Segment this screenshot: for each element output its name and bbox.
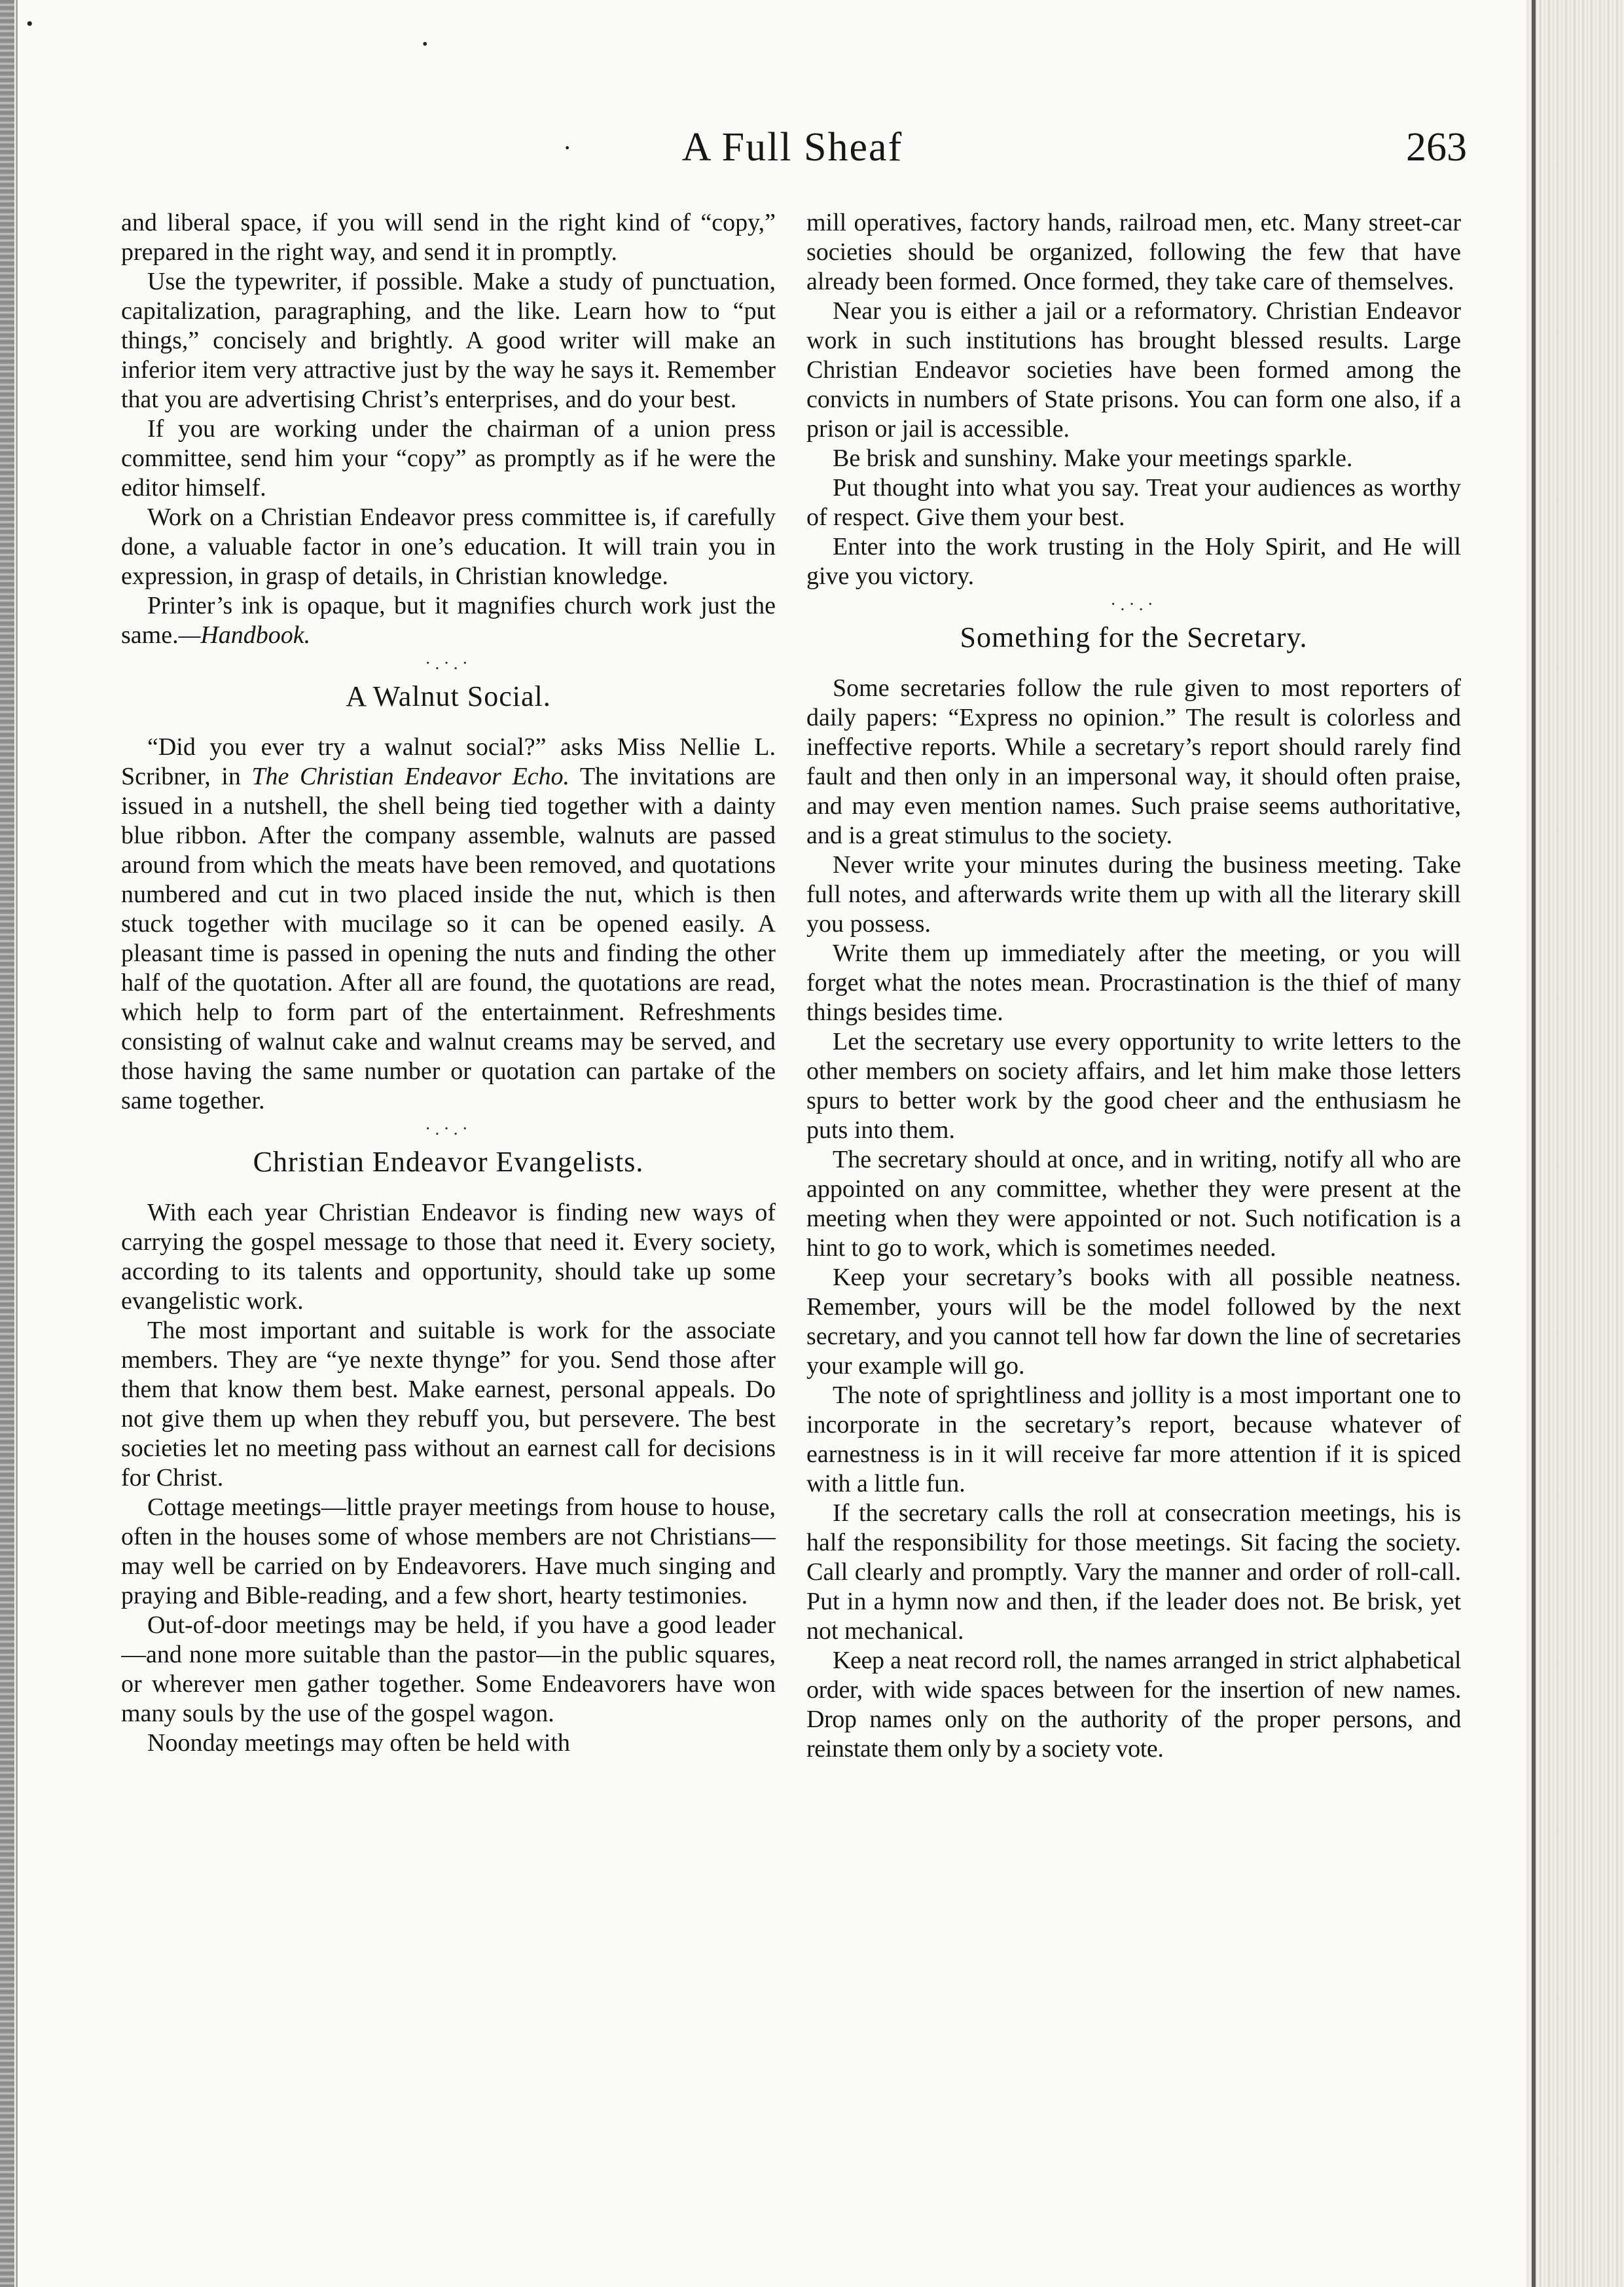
paragraph: Out-of-door meetings may be held, if you have a good leader—and none more suitable than the pastor—in the public squares, or wherever men gather together. Some Endeavorers have won many souls by the use of the gospel wagon. bbox=[121, 1611, 776, 1727]
paragraph-text: The invitations are issued in a nutshell, the shell being tied together with a dainty blue ribbon. After the company assemble, walnuts are passed around from which the meats have been removed, and quotations numbered and cut in two placed inside the nut, which is then stuck together with mucilage so it can be opened easily. A pleasant time is passed in opening the nuts and finding the other half of the quotation. After all are found, the quotations are read, which help to form part of the entertainment. Refreshments consisting of walnut cake and walnut creams may be served, and those having the same number or quotation can partake of the same together. bbox=[121, 763, 776, 1114]
paragraph: Use the typewriter, if possible. Make a study of punctuation, capitalization, paragraphing, and the like. Learn how to “put things,” concisely and brightly. A good writer will make an inferior item very attractive just by the way he says it. Remember that you are advertising Christ’s enterprises, and do your best. bbox=[121, 268, 776, 413]
page-number: 263 bbox=[1406, 125, 1467, 170]
right-column bbox=[806, 208, 1461, 2238]
paragraph: Work on a Christian Endeavor press committee is, if carefully done, a valuable factor in one’s education. It will train you in expression, in grasp of details, in Christian knowledge. bbox=[121, 503, 776, 590]
section-ornament: ·.·.· bbox=[425, 653, 472, 674]
paragraph: The secretary should at once, and in writing, notify all who are appointed on any committee, whether they were present at the meeting when they were appointed or not. Such notification is a hint to go to work, which is sometimes needed. bbox=[806, 1146, 1461, 1262]
ink-speck: • bbox=[26, 13, 33, 35]
paragraph: Keep a neat record roll, the names arranged in strict alphabetical order, with wide spaces between for the insertion of new names. Drop names only on the authority of the proper persons, and reinstate them only by a society vote. bbox=[806, 1647, 1461, 1763]
paragraph: and liberal space, if you will send in the right kind of “copy,” prepared in the right way, and send it in promptly. bbox=[121, 209, 776, 266]
section-heading-evangelists: Christian Endeavor Evangelists. bbox=[253, 1146, 644, 1178]
paragraph: Write them up immediately after the meeting, or you will forget what the notes mean. Procrastination is the thief of many things besides time. bbox=[806, 940, 1461, 1026]
section-heading-walnut-social: A Walnut Social. bbox=[346, 680, 551, 712]
publication-title: The Christian Endeavor Echo. bbox=[251, 763, 570, 790]
scan-right-border bbox=[1532, 0, 1536, 2287]
ink-speck: • bbox=[422, 36, 428, 53]
paragraph: With each year Christian Endeavor is finding new ways of carrying the gospel message to those that need it. Every society, according to its talents and opportunity, should take up some evangelistic work. bbox=[121, 1199, 776, 1315]
paragraph: The note of sprightliness and jollity is a most important one to incorporate in the secretary’s report, because whatever of earnestness is in it will receive far more attention if it is spiced with a little fun. bbox=[806, 1381, 1461, 1497]
paragraph-text: Printer’s ink is opaque, but it magnifies church work just the same. bbox=[121, 592, 776, 649]
page-header bbox=[118, 124, 1467, 190]
paragraph: Keep your secretary’s books with all possible neatness. Remember, yours will be the model followed by the next secretary, and you cannot tell how far down the line of secretaries your example will go. bbox=[806, 1264, 1461, 1380]
header-dot: · bbox=[563, 133, 572, 162]
paragraph: Let the secretary use every opportunity to write letters to the other members on society affairs, and let him make those letters spurs to better work by the good cheer and the enthusiasm he puts into them. bbox=[806, 1028, 1461, 1144]
paragraph: Near you is either a jail or a reformatory. Christian Endeavor work in such institutions has brought blessed results. Large Christian Endeavor societies have been formed among the convicts in numbers of State prisons. You can form one also, if a prison or jail is accessible. bbox=[806, 297, 1461, 443]
paragraph: Some secretaries follow the rule given to most reporters of daily papers: “Express no opinion.” The result is colorless and ineffective reports. While a secretary’s report should rarely find fault and then only in an impersonal way, it should often praise, and may even mention names. Such praise seems authoritative, and is a great stimulus to the society. bbox=[806, 674, 1461, 849]
scan-left-border bbox=[16, 0, 18, 2287]
paragraph: mill operatives, factory hands, railroad men, etc. Many street-car societies should be organized, following the few that have already been formed. Once formed, they take care of themselves. bbox=[806, 209, 1461, 295]
scan-left-edge bbox=[0, 0, 14, 2287]
paragraph-text: “Did you ever try a walnut social?” asks Miss Nellie L. Scribner, in bbox=[121, 733, 776, 790]
left-column bbox=[121, 208, 776, 2238]
scan-right-edge bbox=[1526, 0, 1624, 2287]
paragraph: Enter into the work trusting in the Holy Spirit, and He will give you victory. bbox=[806, 533, 1461, 590]
section-heading-secretary: Something for the Secretary. bbox=[960, 621, 1308, 653]
paragraph: Put thought into what you say. Treat your audiences as worthy of respect. Give them your best. bbox=[806, 474, 1461, 531]
running-title: A Full Sheaf bbox=[681, 125, 903, 170]
paragraph: Noonday meetings may often be held with bbox=[147, 1729, 570, 1757]
paragraph bbox=[121, 733, 776, 1116]
paragraph: If you are working under the chairman of a union press committee, send him your “copy” as promptly as if he were the editor himself. bbox=[121, 415, 776, 502]
paragraph bbox=[121, 591, 776, 650]
source-citation: —Handbook. bbox=[178, 621, 311, 649]
paragraph: Cottage meetings—little prayer meetings from house to house, often in the houses some of whose members are not Christians—may well be carried on by Endeavorers. Have much singing and praying and Bible-reading, and a few short, hearty testimonies. bbox=[121, 1493, 776, 1609]
paragraph: Never write your minutes during the business meeting. Take full notes, and afterwards write them up with all the literary skill you possess. bbox=[806, 851, 1461, 938]
section-ornament: ·.·.· bbox=[425, 1119, 472, 1139]
paragraph: The most important and suitable is work for the associate members. They are “ye nexte thynge” for you. Send those after them that know them best. Make earnest, personal appeals. Do not give them up when they rebuff you, but persevere. The best societies let no meeting pass without an earnest call for decisions for Christ. bbox=[121, 1317, 776, 1491]
paragraph: If the secretary calls the roll at consecration meetings, his is half the responsibility for those meetings. Sit facing the society. Call clearly and promptly. Vary the manner and order of roll-call. Put in a hymn now and then, if the leader does not. Be brisk, yet not mechanical. bbox=[806, 1499, 1461, 1645]
paragraph: Be brisk and sunshiny. Make your meetings sparkle. bbox=[833, 445, 1353, 472]
section-ornament: ·.·.· bbox=[1110, 595, 1157, 615]
